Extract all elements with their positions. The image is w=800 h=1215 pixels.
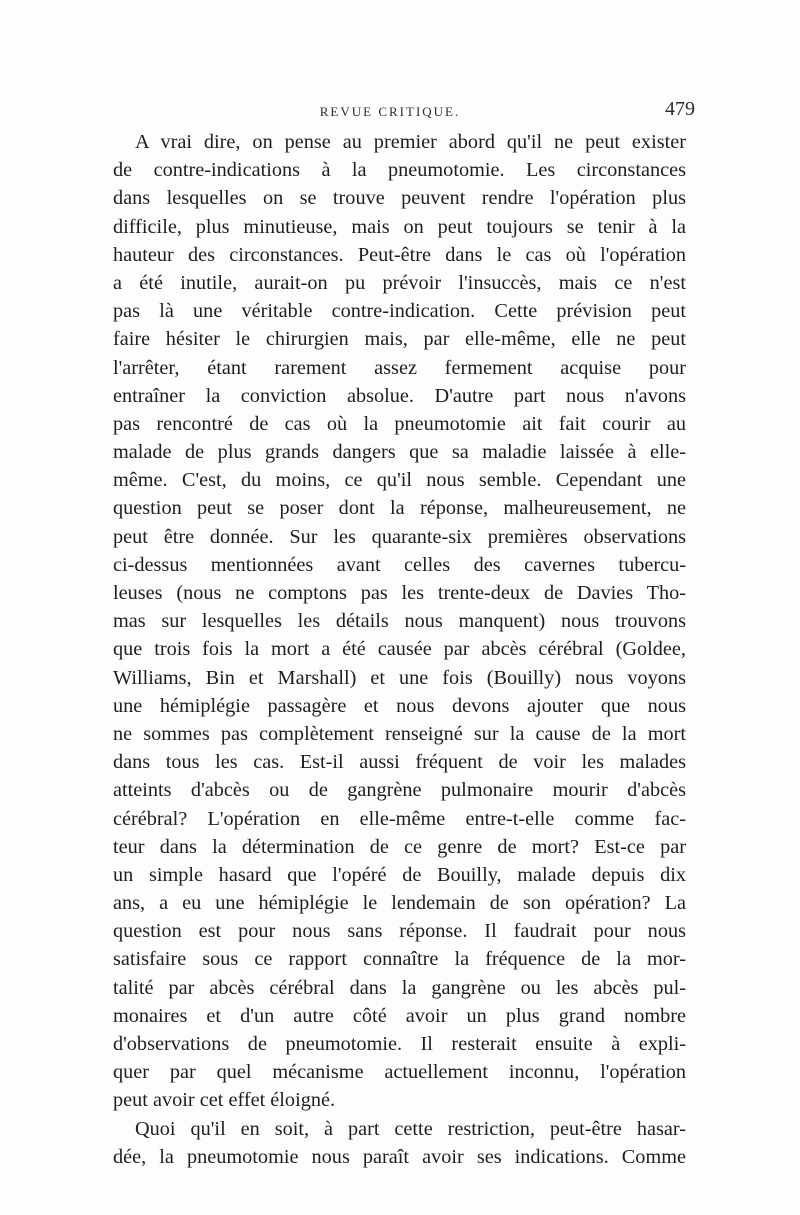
text-line: quer par quel mécanisme actuellement inconnu, l'opération: [113, 1061, 686, 1084]
text-line: satisfaire sous ce rapport connaître la fréquence de la mor-: [113, 948, 686, 971]
text-line: pas là une véritable contre-indication. Cette prévision peut: [113, 300, 686, 323]
text-line: a été inutile, aurait-on pu prévoir l'insuccès, mais ce n'est: [113, 271, 686, 294]
text-line: même. C'est, du moins, ce qu'il nous semble. Cependant une: [113, 469, 686, 492]
text-line: pas rencontré de cas où la pneumotomie ait fait courir au: [113, 412, 686, 435]
text-line: leuses (nous ne comptons pas les trente-deux de Davies Tho-: [113, 582, 686, 604]
text-line: cérébral? L'opération en elle-même entre-t-elle comme fac-: [113, 807, 686, 830]
text-line: dans lesquelles on se trouve peuvent rendre l'opération plus: [113, 187, 686, 210]
running-head: [0, 96, 800, 122]
text-line: d'observations de pneumotomie. Il resterait ensuite à expli-: [113, 1033, 686, 1055]
text-line: peut avoir cet effet éloigné.: [113, 1089, 336, 1112]
text-line: atteints d'abcès ou de gangrène pulmonaire mourir d'abcès: [113, 779, 686, 802]
text-line: faire hésiter le chirurgien mais, par elle-même, elle ne peut: [113, 328, 686, 351]
text-line: talité par abcès cérébral dans la gangrène ou les abcès pul-: [113, 976, 686, 999]
text-line: question peut se poser dont la réponse, malheureusement, ne: [113, 497, 686, 520]
text-line: hauteur des circonstances. Peut-être dans le cas où l'opération: [113, 243, 686, 266]
text-line: entraîner la conviction absolue. D'autre part nous n'avons: [113, 384, 686, 407]
text-line: que trois fois la mort a été causée par abcès cérébral (Goldee,: [113, 638, 686, 661]
text-line: question est pour nous sans réponse. Il faudrait pour nous: [113, 920, 686, 943]
running-title: REVUE CRITIQUE.: [319, 104, 461, 119]
text-line: malade de plus grands dangers que sa maladie laissée à elle-: [113, 441, 686, 464]
page-number: 479: [665, 98, 695, 120]
text-line: difficile, plus minutieuse, mais on peut toujours se tenir à la: [113, 215, 686, 238]
text-line: un simple hasard que l'opéré de Bouilly, malade depuis dix: [113, 863, 686, 886]
text-line: ci-dessus mentionnées avant celles des cavernes tubercu-: [113, 553, 686, 576]
text-line: ans, a eu une hémiplégie le lendemain de son opération? La: [113, 892, 686, 915]
text-line: dans tous les cas. Est-il aussi fréquent de voir les malades: [113, 751, 686, 774]
text-line: ne sommes pas complètement renseigné sur la cause de la mort: [113, 722, 686, 745]
text-line: Williams, Bin et Marshall) et une fois (Bouilly) nous voyons: [113, 666, 686, 689]
text-line: dée, la pneumotomie nous paraît avoir ses indications. Comme: [113, 1145, 686, 1168]
text-line: peut être donnée. Sur les quarante-six premières observations: [113, 525, 686, 548]
text-line: teur dans la détermination de ce genre de mort? Est-ce par: [113, 835, 686, 858]
text-line: l'arrêter, étant rarement assez fermement acquise pour: [113, 356, 686, 379]
text-line: une hémiplégie passagère et nous devons ajouter que nous: [113, 694, 686, 717]
text-line: mas sur lesquelles les détails nous manquent) nous trouvons: [113, 610, 686, 633]
text-line: A vrai dire, on pense au premier abord qu'il ne peut exister: [135, 131, 686, 153]
text-line: de contre-indications à la pneumotomie. Les circonstances: [113, 159, 686, 182]
text-line: monaires et d'un autre côté avoir un plus grand nombre: [113, 1004, 686, 1027]
body-text: [113, 128, 686, 1171]
text-line: Quoi qu'il en soit, à part cette restriction, peut-être hasar-: [135, 1117, 686, 1140]
